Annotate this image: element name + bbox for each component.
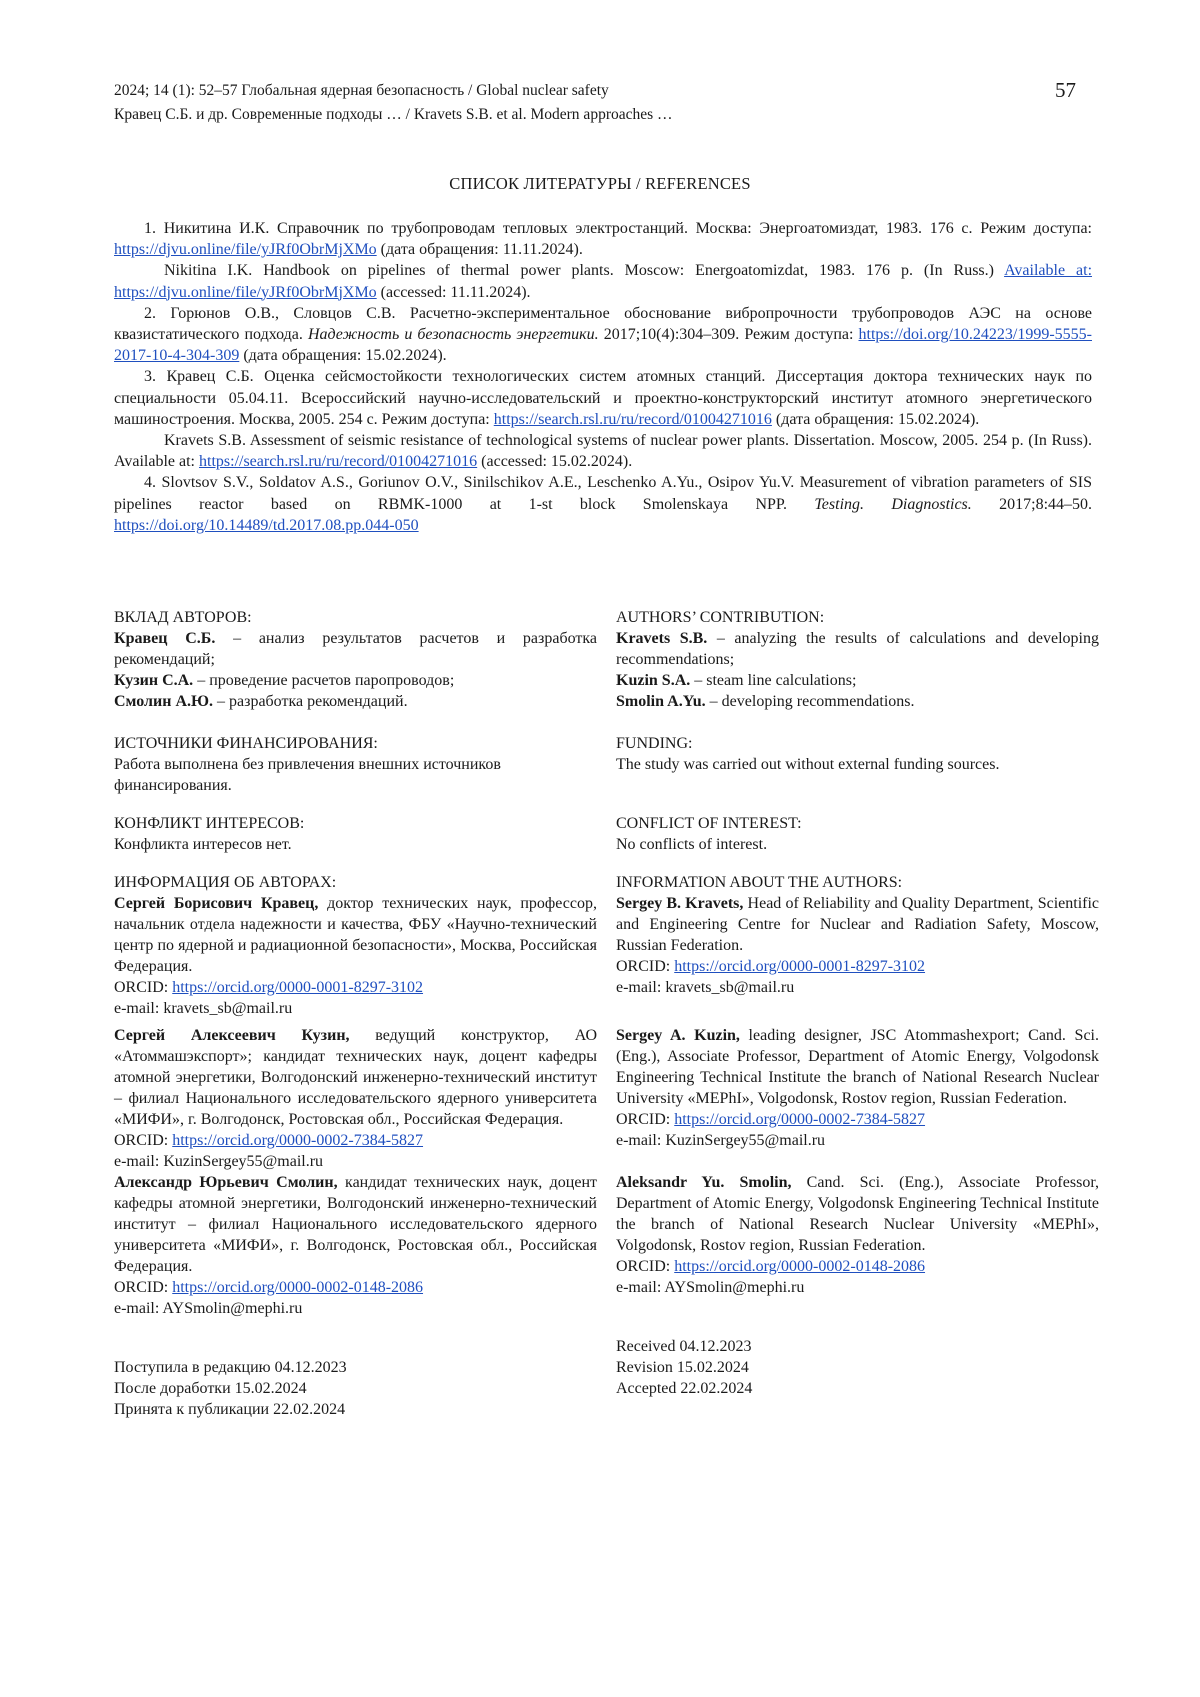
author-details: ведущий конструктор, АО «Атоммашэкспорт»; кандидат технических наук, доцент кафедры атомной энергетики, Волгодонский инженерно-технический институт – филиал Национального исследовательского ядерного университета «МИФИ», г. Волгодонск, Ростовская обл., Российская Федерация.	[114, 1027, 598, 1128]
reference-link[interactable]: https://djvu.online/file/yJRf0ObrMjXMo	[114, 241, 377, 259]
reference-2	[114, 303, 1092, 367]
authors-info-heading: ИНФОРМАЦИЯ ОБ АВТОРАХ:	[114, 874, 337, 891]
reference-text: 1. Никитина И.К. Справочник по трубопроводам тепловых электростанций. Москва: Энергоатомиздат, 1983. 176 с. Режим доступа:	[144, 220, 1092, 237]
author-name: Сергей Алексеевич Кузин,	[114, 1027, 350, 1044]
author-email: e-mail: AYSmolin@mephi.ru	[114, 1300, 303, 1317]
contribution-text: – analyzing the results of calculations and developing recommendations;	[616, 630, 1100, 668]
reference-text: (accessed: 11.11.2024).	[376, 283, 531, 301]
reference-1-ru	[114, 218, 1092, 260]
orcid-label: ORCID:	[616, 1258, 675, 1275]
author-details: Head of Reliability and Quality Department, Scientific and Engineering Centre for Nuclear and Radiation Safety, Moscow, Russian Federation.	[616, 895, 1100, 954]
contribution-item	[114, 691, 597, 712]
contribution-item	[114, 628, 597, 670]
orcid-line	[616, 1256, 1099, 1277]
author-email: e-mail: kravets_sb@mail.ru	[616, 979, 795, 996]
author-name: Aleksandr Yu. Smolin,	[616, 1174, 792, 1191]
author-email: e-mail: AYSmolin@mephi.ru	[616, 1279, 805, 1296]
author-info	[616, 1172, 1099, 1256]
contribution-heading: AUTHORS’ CONTRIBUTION:	[616, 609, 825, 626]
available-at-link[interactable]: Available at:	[1004, 262, 1093, 280]
reference-link[interactable]: https://search.rsl.ru/ru/record/01004271016	[199, 453, 478, 471]
contribution-item	[616, 691, 1099, 712]
contribution-text: – анализ результатов расчетов и разработка рекомендаций;	[114, 630, 598, 668]
running-header-line-2: Кравец С.Б. и др. Современные подходы … / Kravets S.B. et al. Modern approaches …	[114, 106, 673, 123]
orcid-link[interactable]: https://orcid.org/0000-0002-0148-2086	[674, 1258, 926, 1275]
conflict-heading: КОНФЛИКТ ИНТЕРЕСОВ:	[114, 815, 305, 832]
contribution-item	[616, 628, 1099, 670]
author-name: Сергей Борисович Кравец,	[114, 895, 319, 912]
accepted-date: Accepted 22.02.2024	[616, 1380, 753, 1397]
contribution-text: – проведение расчетов паропроводов;	[193, 672, 455, 689]
author-name: Кузин С.А.	[114, 672, 194, 689]
orcid-label: ORCID:	[114, 1132, 173, 1149]
journal-name: Testing. Diagnostics.	[814, 495, 972, 513]
author-email: e-mail: KuzinSergey55@mail.ru	[114, 1153, 324, 1170]
orcid-link[interactable]: https://orcid.org/0000-0002-7384-5827	[172, 1132, 424, 1149]
received-date: Поступила в редакцию 04.12.2023	[114, 1359, 347, 1376]
revision-date: После доработки 15.02.2024	[114, 1380, 307, 1397]
orcid-link[interactable]: https://orcid.org/0000-0001-8297-3102	[674, 958, 926, 975]
reference-text: (accessed: 15.02.2024).	[477, 453, 633, 471]
author-email: e-mail: KuzinSergey55@mail.ru	[616, 1132, 826, 1149]
orcid-line	[114, 1277, 597, 1298]
contribution-text: – разработка рекомендаций.	[213, 693, 408, 710]
contribution-text: – developing recommendations.	[705, 693, 915, 710]
funding-text: The study was carried out without external funding sources.	[616, 756, 1000, 773]
reference-list	[114, 218, 1092, 536]
revision-date: Revision 15.02.2024	[616, 1359, 749, 1376]
orcid-link[interactable]: https://orcid.org/0000-0002-7384-5827	[674, 1111, 926, 1128]
author-name: Kuzin S.A.	[616, 672, 691, 689]
contribution-item	[114, 670, 597, 691]
author-details: доктор технических наук, профессор, начальник отдела надежности и качества, ФБУ «Научно-технический центр по ядерной и радиационной безопасности», Москва, Российская Федерация.	[114, 895, 598, 975]
references-title: СПИСОК ЛИТЕРАТУРЫ / REFERENCES	[449, 174, 751, 193]
reference-link[interactable]: https://doi.org/10.14489/td.2017.08.pp.044-050	[114, 516, 419, 534]
orcid-label: ORCID:	[114, 979, 173, 996]
reference-1-en	[114, 260, 1092, 302]
orcid-link[interactable]: https://orcid.org/0000-0002-0148-2086	[172, 1279, 424, 1296]
conflict-heading: CONFLICT OF INTEREST:	[616, 815, 802, 832]
orcid-line	[114, 1130, 597, 1151]
reference-text: 4. Slovtsov S.V., Soldatov A.S., Goriunov O.V., Sinilschikov A.E., Leschenko A.Yu., Osipov Yu.V. Measurement of vibration parameters of SIS pipelines reactor based on RBMK-1000 at 1-st block Smolenskaya NPP.	[114, 474, 1092, 513]
received-date: Received 04.12.2023	[616, 1338, 752, 1355]
reference-text: (дата обращения: 15.02.2024).	[771, 410, 980, 428]
orcid-link[interactable]: https://orcid.org/0000-0001-8297-3102	[172, 979, 424, 996]
author-name: Смолин А.Ю.	[114, 693, 214, 710]
reference-text: 2017;10(4):304–309. Режим доступа:	[598, 326, 859, 344]
orcid-line	[616, 1109, 1099, 1130]
contribution-heading: ВКЛАД АВТОРОВ:	[114, 609, 252, 626]
conflict-text: No conflicts of interest.	[616, 836, 768, 853]
funding-text: Работа выполнена без привлечения внешних источников финансирования.	[114, 756, 501, 794]
author-name: Александр Юрьевич Смолин,	[114, 1174, 338, 1191]
author-name: Sergey A. Kuzin,	[616, 1027, 740, 1044]
conflict-text: Конфликта интересов нет.	[114, 836, 292, 853]
orcid-label: ORCID:	[616, 958, 675, 975]
reference-text: 3. Кравец С.Б. Оценка сейсмостойкости технологических систем атомных станций. Диссертация доктора технических наук по специальности 05.04.11. Всероссийский научно-исследовательский и проектно-конструкторский институт атомного энергетического машиностроения. Москва, 2005. 254 с. Режим доступа:	[114, 368, 1092, 428]
author-name: Kravets S.B.	[616, 630, 708, 647]
russian-column	[114, 607, 597, 1420]
author-name: Smolin A.Yu.	[616, 693, 706, 710]
contribution-text: – steam line calculations;	[690, 672, 857, 689]
reference-text: (дата обращения: 11.11.2024).	[376, 241, 583, 259]
author-info	[616, 893, 1099, 956]
reference-link[interactable]: https://djvu.online/file/yJRf0ObrMjXMo	[114, 283, 377, 301]
running-header-line-1: 2024; 14 (1): 52–57 Глобальная ядерная безопасность / Global nuclear safety	[114, 82, 609, 99]
reference-text: (дата обращения: 15.02.2024).	[239, 347, 447, 365]
reference-link[interactable]: https://doi.org/10.24223/1999-5555-2017-10-4-304-309	[114, 326, 1092, 365]
author-info	[114, 1025, 597, 1130]
contribution-item	[616, 670, 1099, 691]
funding-heading: FUNDING:	[616, 735, 693, 752]
reference-3-en	[114, 430, 1092, 472]
page-number: 57	[1055, 78, 1076, 102]
author-name: Кравец С.Б.	[114, 630, 216, 647]
author-info	[114, 1172, 597, 1277]
reference-4	[114, 472, 1092, 536]
reference-text: Nikitina I.K. Handbook on pipelines of thermal power plants. Moscow: Energoatomizdat, 1983. 176 p. (In Russ.)	[164, 262, 1005, 280]
authors-info-heading: INFORMATION ABOUT THE AUTHORS:	[616, 874, 903, 891]
english-column	[616, 607, 1099, 1399]
orcid-line	[114, 977, 597, 998]
funding-heading: ИСТОЧНИКИ ФИНАНСИРОВАНИЯ:	[114, 735, 378, 752]
orcid-label: ORCID:	[616, 1111, 675, 1128]
orcid-line	[616, 956, 1099, 977]
author-info	[616, 1025, 1099, 1109]
accepted-date: Принята к публикации 22.02.2024	[114, 1401, 346, 1418]
author-info	[114, 893, 597, 977]
orcid-label: ORCID:	[114, 1279, 173, 1296]
reference-text: 2. Горюнов О.В., Словцов С.В. Расчетно-экспериментальное обоснование вибропрочности трубопроводов АЭС на основе квазистатического подхода.	[114, 304, 1092, 344]
reference-text: Kravets S.B. Assessment of seismic resistance of technological systems of nuclear power plants. Dissertation. Moscow, 2005. 254 p. (In Russ). Available at:	[114, 432, 1092, 471]
journal-name: Надежность и безопасность энергетики.	[307, 326, 599, 344]
reference-3-ru	[114, 366, 1092, 430]
author-details: leading designer, JSC Atommashexport; Cand. Sci. (Eng.), Associate Professor, Department of Atomic Energy, Volgodonsk Engineering Technical Institute the branch of National Research Nuclear University «MEPhI», Volgodonsk, Rostov region, Russian Federation.	[616, 1027, 1099, 1107]
reference-text: 2017;8:44–50.	[971, 495, 1093, 513]
author-email: e-mail: kravets_sb@mail.ru	[114, 1000, 293, 1017]
reference-link[interactable]: https://search.rsl.ru/ru/record/01004271016	[493, 410, 772, 428]
author-details: Cand. Sci. (Eng.), Associate Professor, Department of Atomic Energy, Volgodonsk Engineering Technical Institute the branch of National Research Nuclear University «MEPhI», Volgodonsk, Rostov region, Russian Federation.	[616, 1174, 1099, 1254]
author-details: кандидат технических наук, доцент кафедры атомной энергетики, Волгодонский инженерно-технический институт – филиал Национального исследовательского ядерного университета «МИФИ», г. Волгодонск, Ростовская обл., Российская Федерация.	[114, 1174, 597, 1275]
author-name: Sergey B. Kravets,	[616, 895, 744, 912]
